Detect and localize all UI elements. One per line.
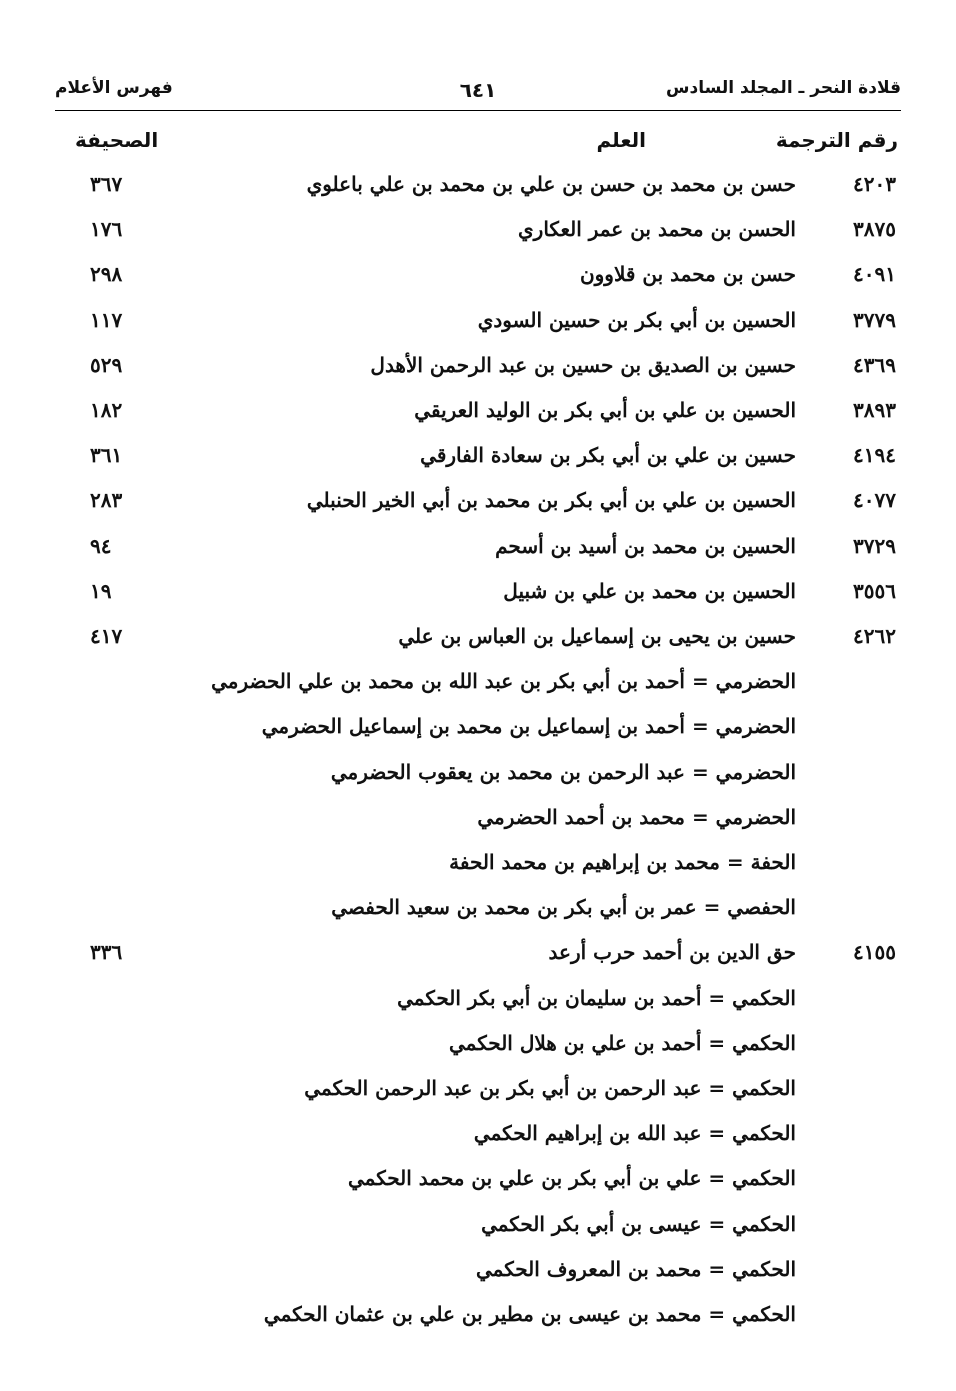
entry-name: الحكمي = أحمد بن سليمان بن أبي بكر الحكمي [397, 985, 796, 1010]
index-entry [0, 488, 956, 532]
index-entry [0, 308, 956, 352]
section-title: فهرس الأعلام [55, 78, 173, 98]
entry-name: الحكمي = محمد بن المعروف الحكمي [475, 1256, 796, 1281]
entry-page: ١٨٢ [90, 398, 123, 422]
entry-name: حسن بن محمد بن قلاوون [579, 262, 796, 287]
entry-number: ٣٨٩٣ [853, 398, 896, 422]
entry-number: ٣٥٥٦ [853, 578, 896, 603]
entry-name: الحكمي = أحمد بن علي بن هلال الحكمي [449, 1030, 796, 1055]
column-header-page: الصحيفة [75, 128, 159, 152]
entry-name: الحكمي = عيسى بن أبي بكر الحكمي [481, 1211, 796, 1236]
column-header-name: العلم [596, 128, 646, 152]
entry-page: ٣٦١ [90, 443, 123, 468]
index-entry [0, 1121, 956, 1165]
index-entry [0, 1257, 956, 1301]
entry-number: ٤٣٦٩ [853, 352, 896, 377]
index-entry [0, 1166, 956, 1210]
index-entry [0, 850, 956, 894]
index-entry [0, 940, 956, 984]
index-entry [0, 172, 956, 216]
index-entry [0, 1302, 956, 1346]
index-entry [0, 217, 956, 261]
entry-name: الحسين بن محمد بن علي بن شبيل [503, 578, 796, 603]
entry-name: الحفة = محمد بن إبراهيم بن محمد الحفة [449, 850, 796, 874]
index-entry [0, 714, 956, 758]
index-entry [0, 986, 956, 1030]
index-entry [0, 624, 956, 668]
entry-name: الحكمي = محمد بن عيسى بن مطير بن علي بن عثمان الحكمي [263, 1302, 796, 1326]
index-entry [0, 353, 956, 397]
entry-name: الحضرمي = أحمد بن أبي بكر بن عبد الله بن محمد بن علي الحضرمي [211, 669, 796, 694]
entry-number: ٤٠٧٧ [853, 488, 896, 513]
index-entry [0, 805, 956, 849]
entry-number: ٤١٥٥ [853, 940, 896, 965]
entry-number: ٣٧٧٩ [853, 307, 896, 332]
header-divider [55, 110, 901, 111]
entry-name: الحضرمي = عبد الرحمن بن محمد بن يعقوب الحضرمي [330, 759, 796, 784]
entry-name: الحكمي = عبد الرحمن بن أبي بكر بن عبد الرحمن الحكمي [304, 1076, 796, 1100]
entry-number: ٣٧٢٩ [853, 533, 896, 558]
entry-page: ٢٩٨ [90, 262, 123, 287]
entry-page: ٣٣٦ [90, 940, 123, 965]
index-entry [0, 895, 956, 939]
entry-name: الحسين بن محمد بن أسيد بن أسحم [495, 533, 796, 558]
index-entry [0, 669, 956, 713]
entry-page: ٥٢٩ [90, 352, 123, 377]
entry-name: الحكمي = عبد الله بن إبراهيم الحكمي [473, 1121, 796, 1146]
entry-page: ٣٦٧ [90, 172, 123, 196]
entry-page: ١١٧ [90, 307, 123, 332]
entry-name: الحكمي = علي بن أبي بكر بن علي بن محمد الحكمي [347, 1166, 796, 1191]
entry-number: ٤٢٦٢ [853, 624, 896, 648]
entry-name: حسين بن يحيى بن إسماعيل بن العباس بن علي [398, 624, 796, 648]
running-header [55, 78, 901, 110]
index-entry [0, 398, 956, 442]
index-entry [0, 1212, 956, 1256]
column-header-number: رقم الترجمة [775, 128, 898, 152]
index-entry [0, 760, 956, 804]
entry-page: ١٩ [90, 578, 112, 603]
entry-name: الحسين بن أبي بكر بن حسين السودي [477, 307, 796, 332]
entry-page: ١٧٦ [90, 217, 123, 242]
book-title: قلادة النحر ـ المجلد السادس [666, 78, 901, 98]
entry-name: حسن بن محمد بن حسن بن علي بن محمد بن علي باعلوي [306, 172, 796, 196]
entry-number: ٤٢٠٣ [853, 172, 896, 196]
index-entry [0, 443, 956, 487]
entry-page: ٢٨٣ [90, 488, 123, 513]
entry-name: الحسين بن علي بن أبي بكر بن الوليد العريقي [414, 398, 796, 422]
entry-name: حسين بن علي بن أبي بكر بن سعادة الفارقي [420, 443, 796, 468]
entry-number: ٣٨٧٥ [853, 217, 896, 242]
entry-name: الحضرمي = محمد بن أحمد الحضرمي [477, 804, 796, 829]
entry-number: ٤١٩٤ [853, 443, 896, 468]
entry-name: حق الدين بن أحمد حرب أرعد [548, 940, 796, 965]
entry-name: الحضرمي = أحمد بن إسماعيل بن محمد بن إسماعيل الحضرمي [261, 714, 796, 739]
index-entry [0, 579, 956, 623]
index-entry [0, 534, 956, 578]
entry-name: الحفصي = عمر بن أبي بكر بن محمد بن سعيد الحفصي [331, 895, 796, 920]
index-entry [0, 262, 956, 306]
entry-page: ٤١٧ [90, 624, 123, 648]
index-entry [0, 1076, 956, 1120]
page-number: ٦٤١ [459, 78, 497, 102]
entry-page: ٩٤ [90, 533, 112, 558]
entry-name: الحسين بن علي بن أبي بكر بن محمد بن أبي الخير الحنبلي [306, 488, 796, 513]
entry-name: الحسن بن محمد بن عمر العكاري [518, 217, 796, 242]
entry-name: حسين بن الصديق بن حسين بن عبد الرحمن الأهدل [370, 352, 796, 377]
entry-number: ٤٠٩١ [853, 262, 896, 287]
index-entry [0, 1031, 956, 1075]
